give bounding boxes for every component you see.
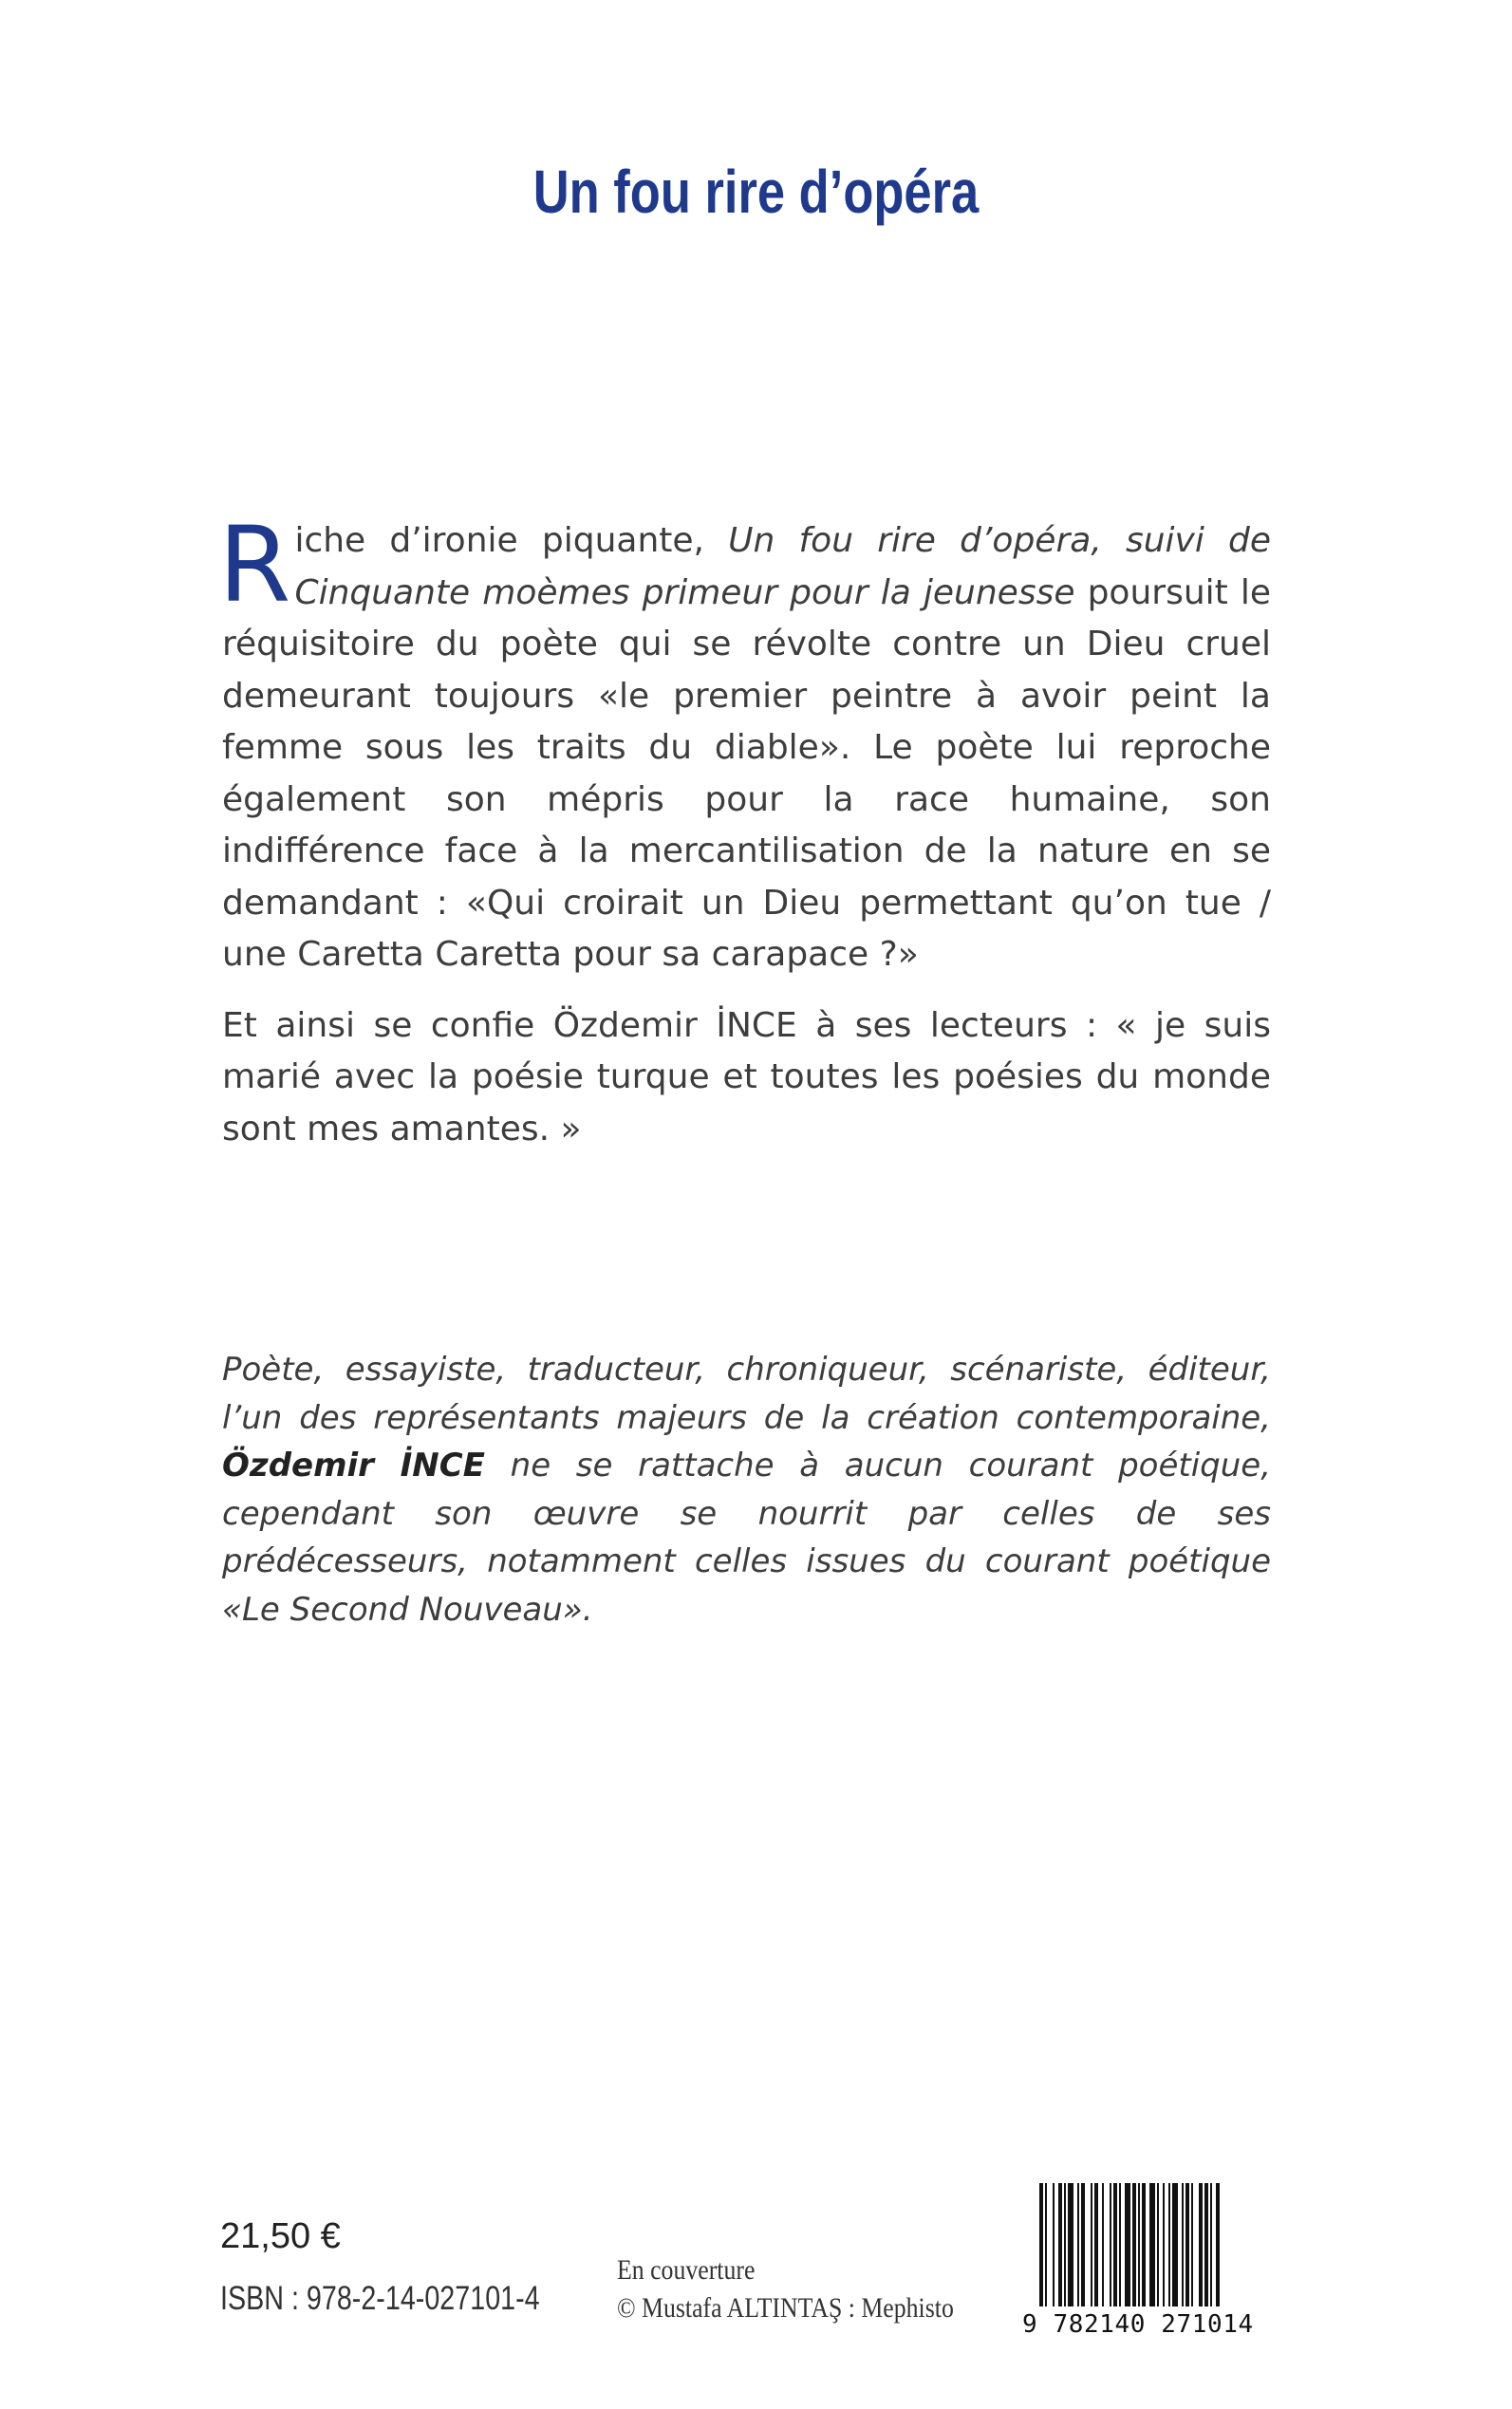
barcode-bar <box>1068 2183 1073 2306</box>
blurb-p1-book-titles: Un fou rire d’opéra, suivi de Cinquante moèmes primeur pour la jeunesse <box>294 521 1272 612</box>
barcode-bar <box>1191 2183 1193 2306</box>
barcode <box>1039 2183 1272 2321</box>
barcode-bar <box>1119 2183 1121 2306</box>
barcode-bar <box>1045 2183 1047 2306</box>
barcode-bar <box>1077 2183 1079 2306</box>
blurb-paragraph-1 <box>218 504 1272 981</box>
barcode-bar <box>1110 2183 1111 2306</box>
barcode-bar <box>1163 2183 1165 2306</box>
barcode-bar <box>1199 2183 1203 2306</box>
cover-credit-line2: © Mustafa ALTINTAŞ : Mephisto <box>617 2292 954 2324</box>
barcode-bar <box>1058 2183 1062 2306</box>
barcode-bar <box>1149 2183 1155 2306</box>
barcode-bar <box>1172 2183 1178 2306</box>
barcode-bar <box>1081 2183 1085 2306</box>
barcode-bar <box>1053 2183 1055 2306</box>
book-title: Un fou rire d’opéra <box>532 158 980 226</box>
barcode-bar <box>1182 2183 1184 2306</box>
barcode-bar <box>1185 2183 1189 2306</box>
back-cover-blurb <box>218 504 1272 1174</box>
blurb-paragraph-2: Et ainsi se confie Özdemir İNCE à ses lecteurs : « je suis marié avec la poésie turque et toutes les poésies du monde sont mes amantes. » <box>222 1005 1271 1148</box>
barcode-digits: 9 782140 271014 <box>1022 2310 1254 2339</box>
author-bio <box>222 1346 1271 1634</box>
barcode-bar <box>1168 2183 1170 2306</box>
isbn: ISBN : 978-2-14-027101-4 <box>220 2280 540 2317</box>
barcode-bar <box>1102 2183 1104 2306</box>
barcode-bar <box>1204 2183 1208 2306</box>
barcode-bar <box>1142 2183 1146 2306</box>
barcode-bar <box>1113 2183 1117 2306</box>
bio-text1: Poète, essayiste, traducteur, chroniqueur, scénariste, éditeur, l’un des représentants majeurs de la création contemporaine, <box>222 1351 1271 1437</box>
barcode-bar <box>1132 2183 1136 2306</box>
barcode-bar <box>1039 2183 1043 2306</box>
barcode-bar <box>1094 2183 1098 2306</box>
bio-author-name: Özdemir İNCE <box>222 1447 485 1485</box>
cover-credit-line1: En couverture <box>617 2254 756 2286</box>
blurb-p1-text2: poursuit le réquisitoire du poète qui se révolte contre un Dieu cruel demeurant toujours «le premier peintre à avoir peint la femme sous les traits du diable». Le poète lui reproche également son mépris pour la race humaine, son indifférence face à la mercantilisation de la nature en se demandant : «Qui croirait un Dieu permettant qu’on tue / une Caretta Caretta pour sa carapace ?» <box>222 572 1271 974</box>
blurb-p1-text1: iche d’ironie piquante, <box>294 521 729 560</box>
price: 21,50 € <box>220 2216 341 2256</box>
drop-cap: R <box>218 504 291 626</box>
cover-credit <box>617 2251 954 2327</box>
barcode-bar <box>1216 2183 1220 2306</box>
barcode-bar <box>1157 2183 1159 2306</box>
barcode-bar <box>1091 2183 1092 2306</box>
bio-text2: ne se rattache à aucun courant poétique, cependant son œuvre se nourrit par celles de ses prédécesseurs, notamment celles issues du courant poétique «Le Second Nouveau». <box>222 1447 1272 1629</box>
barcode-bar <box>1138 2183 1140 2306</box>
barcode-bar <box>1210 2183 1212 2306</box>
barcode-bar <box>1064 2183 1066 2306</box>
barcode-bar <box>1125 2183 1130 2306</box>
